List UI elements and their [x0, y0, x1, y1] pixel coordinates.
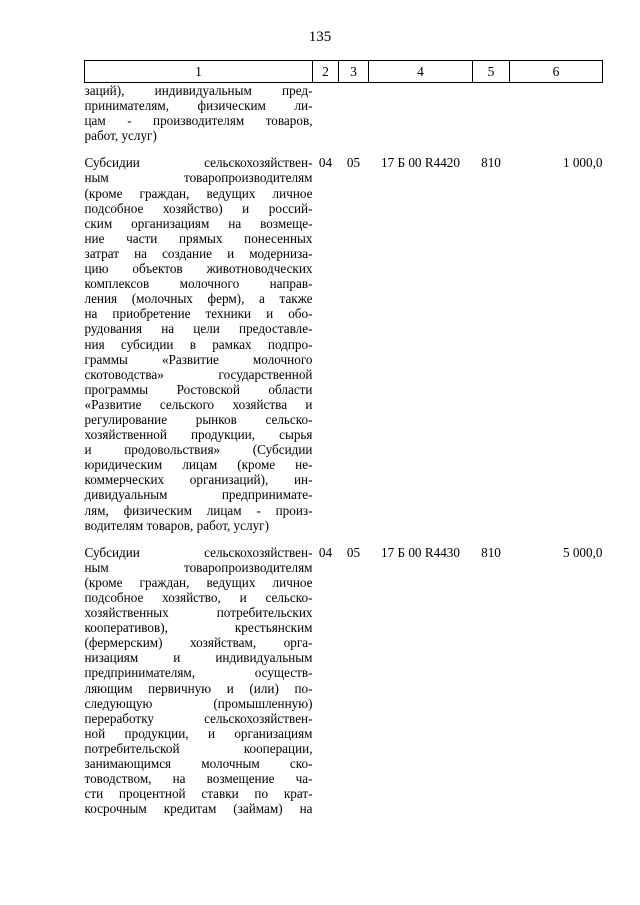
row-spacer-cell	[85, 143, 603, 155]
description-line: комплексов молочного направ-	[84, 276, 313, 292]
page-number: 135	[308, 29, 332, 45]
description-line: переработку сельскохозяйствен-	[84, 710, 313, 726]
description-line: и продовольствия» (Субсидии	[84, 442, 313, 458]
description-line: работ, услуг)	[84, 128, 157, 144]
description-line: хозяйственных потребительских	[84, 605, 313, 621]
description-line: низациям и индивидуальным	[84, 650, 313, 666]
description-line: ние части прямых понесенных	[84, 230, 313, 246]
column-header-5: 5	[473, 61, 510, 83]
description-line: лям, физическим лицам - произ-	[84, 502, 313, 518]
description-line: водителям товаров, работ, услуг)	[84, 517, 269, 533]
description-line: занимающимся молочным ско-	[84, 756, 313, 772]
column-header-4: 4	[369, 61, 473, 83]
table-row	[85, 545, 603, 817]
row-expense-type-code: 810	[481, 155, 501, 171]
description-line: программы Ростовской области	[84, 381, 313, 397]
row-target-article-code	[369, 83, 473, 144]
description-line: граммы «Развитие молочного	[84, 351, 313, 367]
description-line: ления (молочных ферм), а также	[84, 291, 313, 307]
description-line: подсобное хозяйство) и россий-	[84, 200, 313, 216]
description-line: заций), индивидуальным пред-	[84, 83, 313, 98]
row-description	[85, 83, 313, 144]
row-section-code: 04	[318, 155, 333, 171]
description-line: кооперативов), крестьянским	[84, 620, 313, 636]
row-section-code	[313, 83, 339, 144]
description-line: товодством, на возмещение ча-	[84, 771, 313, 787]
budget-table	[84, 60, 603, 816]
description-line: подсобное хозяйство, и сельско-	[84, 590, 313, 605]
description-line: коммерческих организаций), ин-	[84, 472, 313, 488]
row-amount: 5 000,0	[562, 544, 603, 560]
description-line: (фермерским) хозяйствам, орга-	[84, 635, 313, 651]
description-line: Субсидии сельскохозяйствен-	[84, 155, 313, 171]
column-header-1: 1	[85, 61, 313, 83]
description-line: (кроме граждан, ведущих личное	[84, 185, 313, 201]
row-amount	[510, 83, 603, 144]
row-amount: 1 000,0	[562, 155, 603, 171]
description-line: принимателям, физическим ли-	[84, 98, 313, 114]
row-subsection-code: 05	[346, 544, 361, 560]
description-line: «Развитие сельского хозяйства и	[84, 396, 313, 412]
description-line: Субсидии сельскохозяйствен-	[84, 544, 313, 560]
description-line: на приобретение техники и обо-	[84, 306, 313, 322]
row-expense-type-code	[473, 83, 510, 144]
description-line: ния субсидии в рамках подпро-	[84, 336, 313, 352]
description-line: затрат на создание и модерниза-	[84, 245, 313, 261]
description-line: регулирование рынков сельско-	[84, 411, 313, 427]
description-line: ным товаропроизводителям	[84, 170, 313, 186]
description-line: хозяйственной продукции, сырья	[84, 427, 313, 443]
column-header-6: 6	[510, 61, 603, 83]
description-line: предпринимателям, осуществ-	[84, 665, 313, 681]
table-row	[85, 83, 603, 144]
column-header-3: 3	[339, 61, 369, 83]
row-expense-type-code: 810	[481, 544, 501, 560]
row-spacer	[85, 143, 603, 155]
description-line: (кроме граждан, ведущих личное	[84, 574, 313, 590]
description-line: ным товаропроизводителям	[84, 559, 313, 575]
column-header-2: 2	[313, 61, 339, 83]
row-subsection-code	[339, 83, 369, 144]
row-description	[85, 545, 313, 817]
description-line: ляющим первичную и (или) по-	[84, 680, 313, 696]
table-row	[85, 155, 603, 532]
description-line: цию объектов животноводческих	[84, 261, 313, 277]
description-line: потребительской кооперации,	[84, 740, 313, 756]
description-line: скотоводства» государственной	[84, 366, 313, 382]
row-section-code: 04	[318, 544, 333, 560]
description-line: сти процентной ставки по крат-	[84, 786, 313, 802]
row-target-article-code: 17 Б 00 R4430	[380, 544, 460, 560]
description-line: ским организациям на возмеще-	[84, 215, 313, 231]
row-spacer-cell	[85, 533, 603, 545]
description-line: ной продукции, и организациям	[84, 725, 313, 741]
row-description	[85, 155, 313, 532]
description-line: дивидуальным предпринимате-	[84, 487, 313, 503]
description-line: следующую (промышленную)	[84, 695, 313, 711]
row-spacer	[85, 533, 603, 545]
table-header-row	[85, 61, 603, 83]
description-line: косрочным кредитам (займам) на	[84, 801, 313, 817]
row-subsection-code: 05	[346, 155, 361, 171]
description-line: рудования на цели предоставле-	[84, 321, 313, 337]
row-target-article-code: 17 Б 00 R4420	[380, 155, 460, 171]
description-line: цам - производителям товаров,	[84, 113, 313, 129]
description-line: юридическим лицам (кроме не-	[84, 457, 313, 473]
